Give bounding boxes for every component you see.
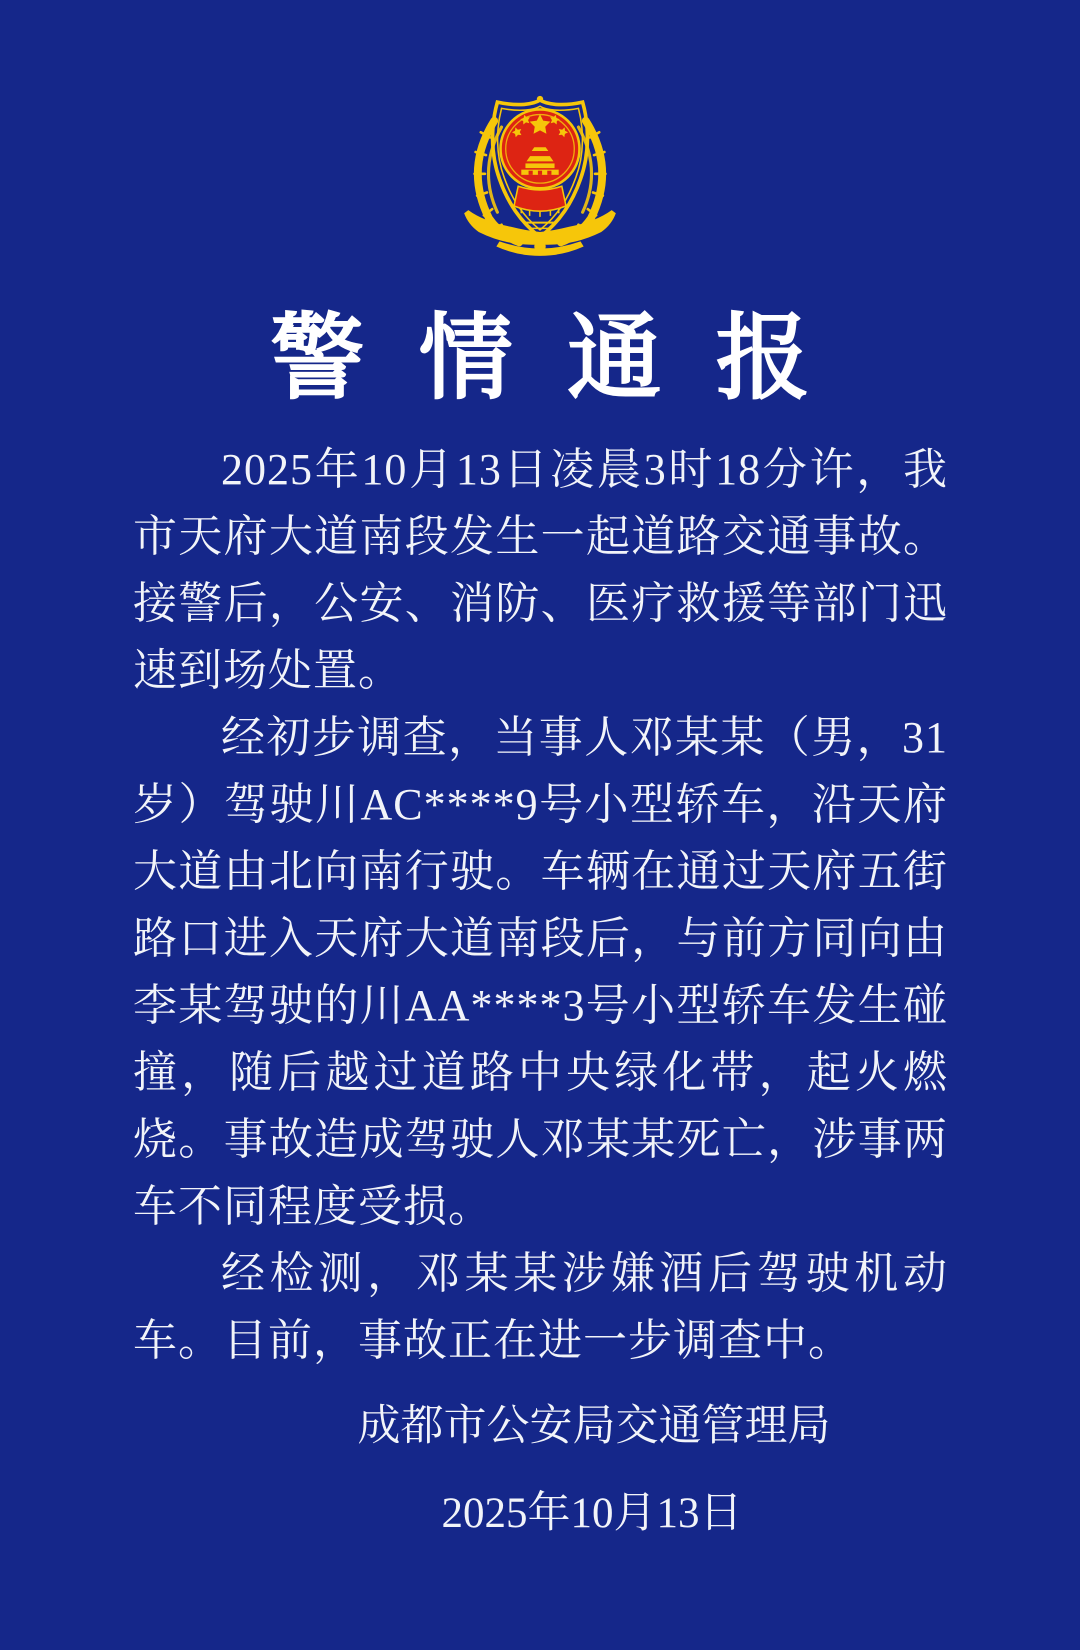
notice-paragraph-2: 经初步调查，当事人邓某某（男，31岁）驾驶川AC****9号小型轿车，沿天府大道由北向南行驶。车辆在通过天府五街路口进入天府大道南段后，与前方同向由李某驾驶的川AA****3号小型轿车发生碰撞，随后越过道路中央绿化带，起火燃烧。事故造成驾驶人邓某某死亡，涉事两车不同程度受损。 [133,713,948,1231]
police-badge-icon [460,90,620,268]
police-badge-graphic [460,90,620,268]
signature-agency: 成都市公安局交通管理局 [357,1403,831,1450]
notice-paragraph-3: 经检测，邓某某涉嫌酒后驾驶机动车。目前，事故正在进一步调查中。 [133,1249,948,1365]
signature-date: 2025年10月13日 [441,1490,743,1537]
notice-body [133,436,948,1374]
signature-block [0,1392,1080,1540]
page-title: 警情通报 [270,307,865,411]
notice-paragraph-1: 2025年10月13日凌晨3时18分许，我市天府大道南段发生一起道路交通事故。接警后，公安、消防、医疗救援等部门迅速到场处置。 [133,445,948,695]
